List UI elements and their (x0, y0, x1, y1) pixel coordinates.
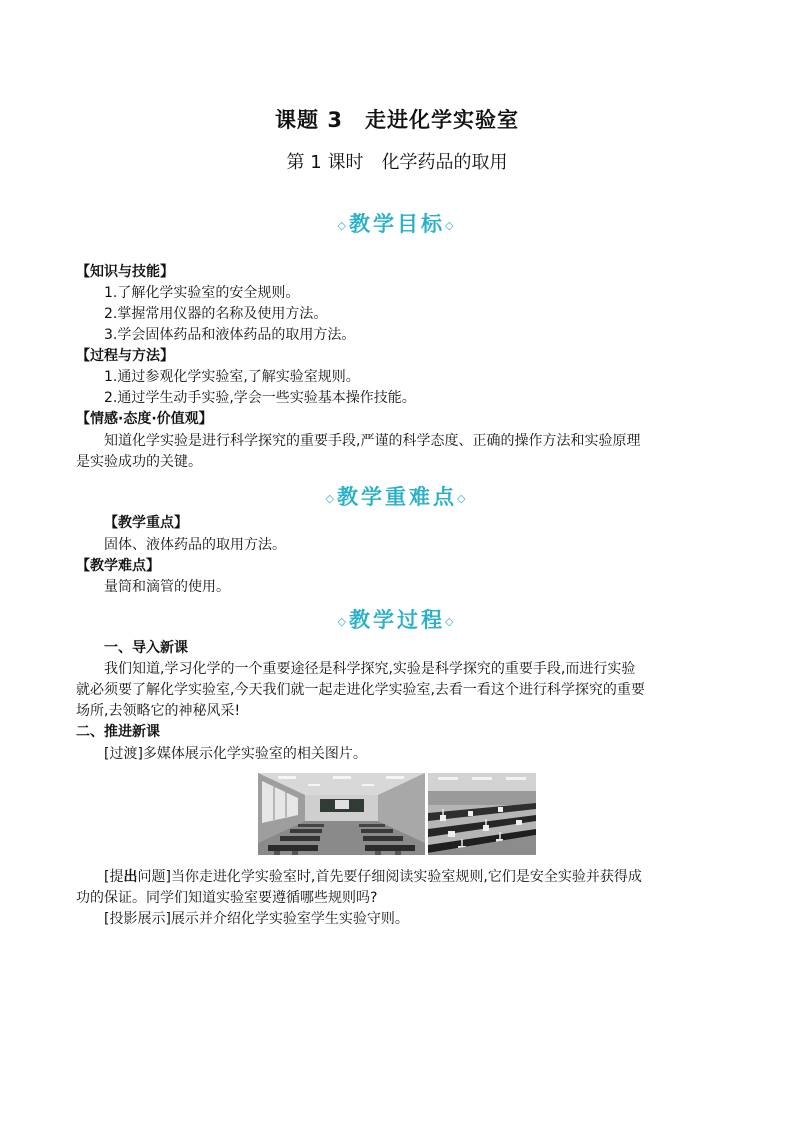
lab-photo-classroom (258, 773, 425, 855)
projection-text (104, 909, 409, 930)
question-text: 功的保证。同学们知道实验室要遵循哪些规则吗? (76, 890, 378, 906)
emotion-text: 是实验成功的关键。 (76, 454, 202, 470)
method-item: 1.通过参观化学实验室,了解实验室规则。 (104, 369, 360, 385)
lab-benches-image (428, 773, 536, 855)
question-body: 当你走进化学实验室时,首先要仔细阅读实验室规则,它们是安全实验并获得成 (170, 869, 642, 885)
difficulty-text: 量筒和滴管的使用。 (104, 579, 230, 595)
question-tag: [提 (104, 869, 124, 885)
knowledge-item: 1.了解化学实验室的安全规则。 (104, 285, 300, 301)
focus-text: 固体、液体药品的取用方法。 (104, 537, 286, 553)
transition-text: [过渡]多媒体展示化学实验室的相关图片。 (104, 746, 367, 762)
diamond-icon: ◇ (337, 615, 349, 628)
section-banner-objectives (0, 208, 794, 238)
emotion-text: 知道化学实验是进行科学探究的重要手段,严谨的科学态度、正确的操作方法和实验原理 (104, 433, 641, 449)
projection-body: 展示并介绍化学实验室学生实验守则。 (170, 911, 409, 927)
diamond-icon: ◇ (325, 492, 337, 505)
question-text (104, 867, 642, 888)
diamond-icon: ◇ (337, 219, 349, 232)
lab-classroom-image (258, 773, 425, 855)
part1-text: 场所,去领略它的神秘风采! (76, 703, 241, 719)
diamond-icon: ◇ (445, 615, 457, 628)
lesson-subtitle: 第 1 课时 化学药品的取用 (286, 152, 508, 173)
emotion-heading: 【情感·态度·价值观】 (76, 411, 213, 427)
section-title: 教学目标 (349, 211, 445, 236)
question-tag: 问题] (137, 869, 171, 885)
method-heading: 【过程与方法】 (76, 348, 174, 364)
difficulty-heading: 【教学难点】 (76, 558, 160, 574)
section-title: 教学重难点 (337, 484, 457, 509)
focus-heading: 【教学重点】 (104, 515, 188, 531)
section-banner-process (0, 604, 794, 634)
knowledge-item: 2.掌握常用仪器的名称及使用方法。 (104, 306, 328, 322)
part1-text: 就必须要了解化学实验室,今天我们就一起走进化学实验室,去看一看这个进行科学探究的重要 (76, 682, 645, 698)
question-tag-bold: 出 (123, 869, 138, 885)
part2-heading: 二、推进新课 (76, 724, 160, 740)
projection-tag: [投影展示] (104, 911, 171, 927)
knowledge-item: 3.学会固体药品和液体药品的取用方法。 (104, 327, 356, 343)
section-title: 教学过程 (349, 607, 445, 632)
part1-heading: 一、导入新课 (104, 640, 188, 656)
diamond-icon: ◇ (457, 492, 469, 505)
diamond-icon: ◇ (445, 219, 457, 232)
part1-text: 我们知道,学习化学的一个重要途径是科学探究,实验是科学探究的重要手段,而进行实验 (104, 661, 636, 677)
knowledge-heading: 【知识与技能】 (76, 264, 174, 280)
lesson-title: 课题 3 走进化学实验室 (275, 108, 519, 132)
section-banner-key-points (0, 481, 794, 511)
method-item: 2.通过学生动手实验,学会一些实验基本操作技能。 (104, 390, 416, 406)
lab-photo-benches (428, 773, 536, 855)
